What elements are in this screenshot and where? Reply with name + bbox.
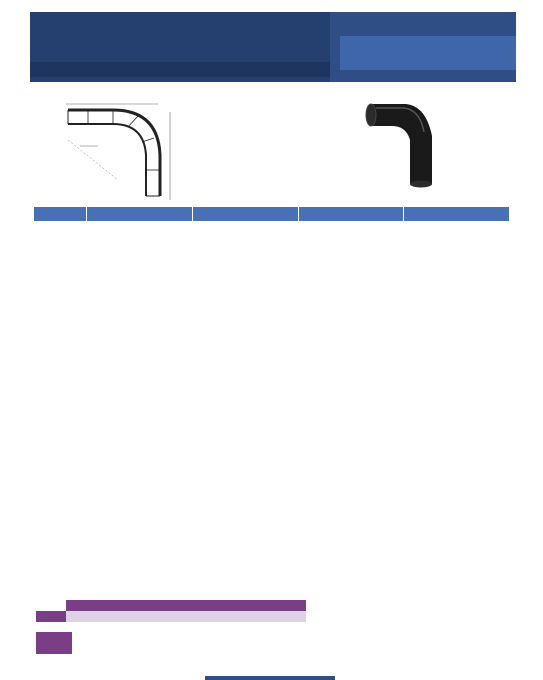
header-nominal-size [34, 207, 87, 221]
pc-header-black [66, 600, 186, 611]
standards-bar [30, 62, 330, 77]
sdr-color-wheel [429, 610, 495, 676]
elbow-technical-drawing [58, 90, 188, 202]
product-code-table [36, 600, 306, 622]
dimension-table [34, 207, 510, 221]
header-r [298, 207, 404, 221]
header-zmin [192, 207, 298, 221]
elbow-product-photo [362, 92, 446, 190]
german-title-tab [340, 36, 516, 70]
table-header-row [34, 207, 510, 221]
pc-x-natural [186, 611, 306, 622]
header-l1 [404, 207, 510, 221]
footer-bar [205, 676, 335, 680]
sdr-table [36, 632, 72, 654]
pc-x-label [36, 611, 66, 622]
pc-x-black [66, 611, 186, 622]
sdr-label [36, 632, 72, 643]
pc-header-natural [186, 600, 306, 611]
sdr-y-label [36, 643, 72, 654]
header-code [87, 207, 193, 221]
